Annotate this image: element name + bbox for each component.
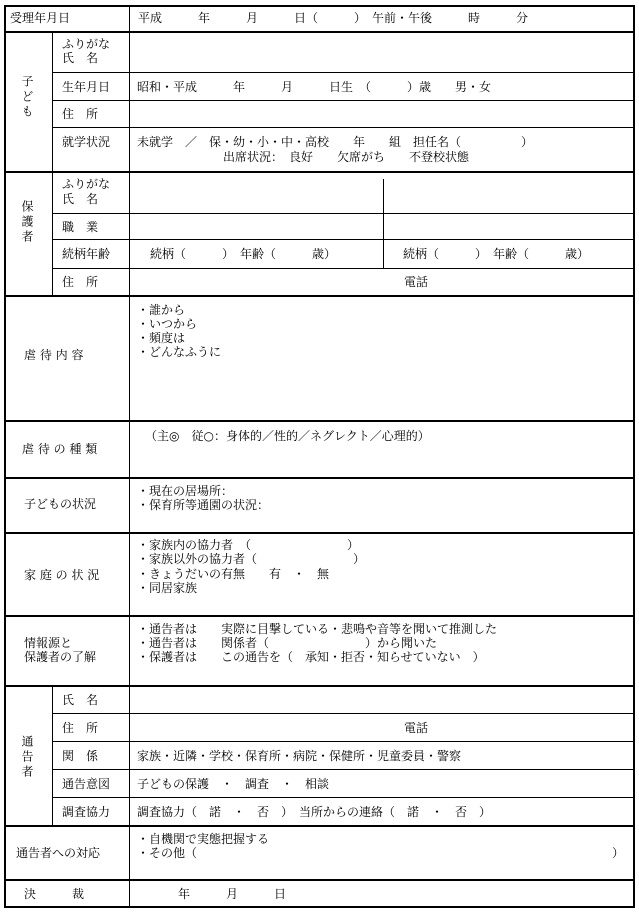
reporter-coop-value[interactable]: 調査協力（ 諾 ・ 否 ） 当所からの連絡（ 諾 ・ 否 ） bbox=[137, 805, 492, 819]
child-school-line1[interactable]: 未就学 ／ 保・幼・小・中・高校 年 組 担任名（ ） bbox=[137, 135, 534, 149]
info-source-item: ・通告者は 関係者（ ）から聞いた bbox=[137, 636, 438, 650]
reception-label: 受理年月日 bbox=[10, 11, 71, 25]
child-subdivider bbox=[52, 32, 53, 172]
child-status-item: ・現在の居場所： bbox=[137, 484, 234, 498]
rule bbox=[52, 127, 635, 128]
child-status-item: ・保育所等通園の状況： bbox=[137, 498, 270, 512]
reporter-phone-label: 電話 bbox=[404, 721, 429, 735]
label-column-divider bbox=[129, 5, 130, 908]
guardian-furigana-label: ふりがな bbox=[62, 177, 111, 191]
reception-value[interactable]: 平成 年 月 日（ ） 午前・午後 時 分 bbox=[138, 11, 529, 25]
family-status-item: ・家族以外の協力者（ ） bbox=[137, 552, 366, 566]
rule bbox=[52, 713, 635, 714]
guardian-phone-label: 電話 bbox=[404, 275, 429, 289]
child-birth-value[interactable]: 昭和・平成 年 月 日生 （ ）歳 男・女 bbox=[137, 80, 492, 94]
guardian-name-label: 氏 名 bbox=[62, 192, 99, 206]
guardian-relation-right[interactable]: 続柄（ ） 年齢（ 歳） bbox=[403, 247, 590, 261]
rule bbox=[52, 72, 635, 73]
guardian-address-label: 住 所 bbox=[62, 275, 99, 289]
child-school-label: 就学状況 bbox=[62, 135, 111, 149]
rule bbox=[52, 769, 635, 770]
abuse-type-label: 虐 待 の 種 類 bbox=[22, 442, 98, 456]
reporter-name-label: 氏 名 bbox=[62, 693, 99, 707]
reporter-section-label: 通告者 bbox=[20, 735, 34, 780]
info-source-label-1: 情報源と bbox=[24, 636, 73, 650]
family-status-label: 家 庭 の 状 況 bbox=[24, 568, 100, 582]
abuse-content-item: ・いつから bbox=[137, 317, 198, 331]
child-status-label: 子どもの状況 bbox=[24, 497, 97, 511]
child-address-label: 住 所 bbox=[62, 107, 99, 121]
reporter-name-field[interactable] bbox=[131, 687, 633, 712]
child-name-field[interactable] bbox=[131, 33, 633, 71]
guardian-subdivider bbox=[52, 172, 53, 296]
family-status-item: ・家族内の協力者 （ ） bbox=[137, 538, 360, 552]
rule bbox=[52, 268, 635, 269]
family-status-item: ・きょうだいの有無 有 ・ 無 bbox=[137, 567, 330, 581]
response-item-1[interactable]: ・自機関で実態把握する bbox=[137, 832, 270, 846]
rule bbox=[4, 295, 635, 297]
rule bbox=[52, 239, 635, 240]
guardian-job-label: 職 業 bbox=[62, 220, 99, 234]
child-name-label: 氏 名 bbox=[62, 51, 99, 65]
abuse-content-item: ・どんなふうに bbox=[137, 345, 222, 359]
guardian-name-field-2[interactable] bbox=[385, 173, 633, 212]
rule bbox=[4, 420, 635, 422]
child-furigana-label: ふりがな bbox=[62, 37, 111, 51]
response-item-2-suffix: ） bbox=[612, 846, 625, 860]
child-address-field[interactable] bbox=[131, 101, 633, 126]
response-item-2-prefix[interactable]: ・その他（ bbox=[137, 846, 198, 860]
rule bbox=[52, 797, 635, 798]
child-section-label: 子ども bbox=[20, 75, 34, 120]
guardian-column-divider bbox=[383, 179, 384, 268]
child-school-line2[interactable]: 出席状況： 良好 欠席がち 不登校状態 bbox=[223, 150, 470, 164]
reporter-intent-value[interactable]: 子どもの保護 ・ 調査 ・ 相談 bbox=[137, 777, 330, 791]
info-source-label-2: 保護者の了解 bbox=[24, 650, 97, 664]
reporter-relation-label: 関 係 bbox=[62, 749, 99, 763]
response-label: 通告者への対応 bbox=[16, 846, 101, 860]
guardian-name-field-1[interactable] bbox=[131, 173, 381, 212]
rule bbox=[4, 477, 635, 479]
reporter-subdivider bbox=[52, 686, 53, 826]
child-birth-label: 生年月日 bbox=[62, 80, 111, 94]
rule bbox=[4, 879, 635, 881]
abuse-content-item: ・誰から bbox=[137, 303, 186, 317]
decision-value[interactable]: 年 月 日 bbox=[178, 887, 287, 901]
rule bbox=[52, 213, 635, 214]
info-source-item: ・保護者は この通告を（ 承知・拒否・知らせていない ） bbox=[137, 650, 485, 664]
guardian-relation-left[interactable]: 続柄（ ） 年齢（ 歳） bbox=[150, 247, 337, 261]
info-source-item: ・通告者は 実際に目撃している・悲鳴や音等を聞いて推測した bbox=[137, 622, 498, 636]
reporter-intent-label: 通告意図 bbox=[62, 777, 111, 791]
rule bbox=[4, 615, 635, 617]
abuse-content-item: ・頻度は bbox=[137, 331, 186, 345]
abuse-content-label: 虐 待 内 容 bbox=[24, 348, 84, 362]
guardian-relation-label: 続柄年齢 bbox=[62, 247, 111, 261]
rule bbox=[52, 741, 635, 742]
reporter-relation-value[interactable]: 家族・近隣・学校・保育所・病院・保健所・児童委員・警察 bbox=[137, 749, 462, 763]
abuse-type-value[interactable]: （主◎ 従○：身体的／性的／ネグレクト／心理的） bbox=[145, 429, 430, 443]
family-status-item: ・同居家族 bbox=[137, 581, 198, 595]
rule bbox=[4, 532, 635, 534]
reporter-address-label: 住 所 bbox=[62, 721, 99, 735]
decision-label: 決 裁 bbox=[24, 887, 85, 901]
rule bbox=[4, 825, 635, 827]
guardian-section-label: 保護者 bbox=[20, 200, 34, 245]
reporter-coop-label: 調査協力 bbox=[62, 805, 111, 819]
